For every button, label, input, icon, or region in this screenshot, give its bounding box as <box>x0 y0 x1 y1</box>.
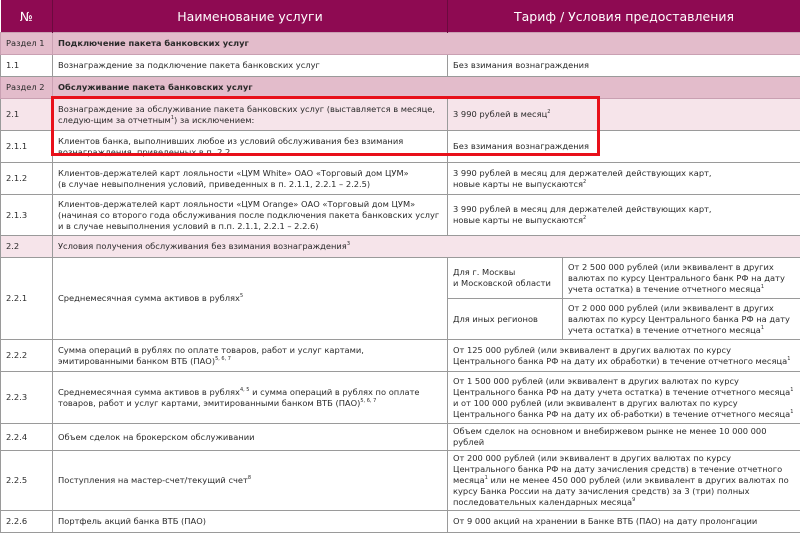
table-row <box>1 99 800 131</box>
table-row <box>1 236 800 258</box>
row-num: Раздел 1 <box>1 33 53 55</box>
service-name: Вознаграждение за подключение пакета банковских услуг <box>53 55 448 77</box>
tariff-value: 3 990 рублей в месяц$^2$ <box>448 99 800 131</box>
row-num: 2.2.2 <box>1 340 53 372</box>
region-label: Для г. Москвы и Московской области <box>448 258 563 299</box>
service-name: Вознаграждение за обслуживание пакета банковских услуг (выставляется в месяце, следую-щим за отчетным$^1$) за исключением: <box>53 99 448 131</box>
service-name: Среднемесячная сумма активов в рублях$^5$ <box>53 258 448 340</box>
row-num: 2.1 <box>1 99 53 131</box>
region-label: Для иных регионов <box>448 299 563 340</box>
section-title: Обслуживание пакета банковских услуг <box>53 77 800 99</box>
row-num: 2.2.5 <box>1 451 53 511</box>
row-num: 2.2 <box>1 236 53 258</box>
table-header <box>1 0 800 33</box>
header-tariff: Тариф / Условия предоставления <box>448 0 800 33</box>
tariff-value: От 2 000 000 рублей (или эквивалент в других валютах по курсу Центрального банка РФ на дату учета остатка) в течение отчетного месяца$^1$ <box>563 299 800 340</box>
tariff-value: Объем сделок на основном и внебиржевом рынке не менее 10 000 000 рублей <box>448 424 800 451</box>
table-row <box>1 424 800 451</box>
tariff-value: 3 990 рублей в месяц для держателей действующих карт, новые карты не выпускаются$^2$ <box>448 163 800 195</box>
table-row <box>1 195 800 236</box>
tariff-value: От 1 500 000 рублей (или эквивалент в других валютах по курсу Центрального банка РФ на дату учета остатка) в течение отчетного месяца$^1$ и от 100 000 рублей (или эквивалент в других валютах по курсу Центрального банка РФ на дату их об-работки) в течение отчетного месяца$^1$ <box>448 372 800 424</box>
tariff-value: Без взимания вознаграждения <box>448 55 800 77</box>
row-num: Раздел 2 <box>1 77 53 99</box>
table-row <box>1 55 800 77</box>
table-row <box>1 340 800 372</box>
table-row <box>1 511 800 533</box>
tariff-value: От 2 500 000 рублей (или эквивалент в других валютах по курсу Центрального банк РФ на дату учета остатка) в течение отчетного месяца$^1$ <box>563 258 800 299</box>
section-row-1 <box>1 33 800 55</box>
row-num: 1.1 <box>1 55 53 77</box>
row-num: 2.1.2 <box>1 163 53 195</box>
header-name: Наименование услуги <box>53 0 448 33</box>
table-row <box>1 258 800 299</box>
table-row <box>1 372 800 424</box>
section-row-2 <box>1 77 800 99</box>
tariff-value: От 200 000 рублей (или эквивалент в других валютах по курсу Центрального банка РФ на дату зачисления средств) в течение отчетного месяца$^1$ или не менее 450 000 рублей (или эквивалент в других валютах по курсу Банка России на дату зачисления средств) за 3 (три) полных последовательных календарных месяца$^9$ <box>448 451 800 511</box>
service-name: Клиентов банка, выполнивших любое из условий обслуживания без взимания вознаграждения, приведенных в п. 2.2. <box>53 131 448 163</box>
service-name: Условия получения обслуживания без взимания вознаграждения$^3$ <box>53 236 800 258</box>
tariff-value: От 9 000 акций на хранении в Банке ВТБ (ПАО) на дату пролонгации <box>448 511 800 533</box>
table-row <box>1 451 800 511</box>
row-num: 2.2.6 <box>1 511 53 533</box>
service-name: Клиентов-держателей карт лояльности «ЦУМ White» ОАО «Торговый дом ЦУМ» (в случае невыполнения условий, приведенных в п. 2.1.1, 2.2.1 – 2.2.5) <box>53 163 448 195</box>
service-name: Объем сделок на брокерском обслуживании <box>53 424 448 451</box>
row-num: 2.2.1 <box>1 258 53 340</box>
tariff-value: От 125 000 рублей (или эквивалент в других валютах по курсу Центрального банка РФ на дату их обработки) в течение отчетного месяца$^1$ <box>448 340 800 372</box>
service-name: Клиентов-держателей карт лояльности «ЦУМ Orange» ОАО «Торговый дом ЦУМ» (начиная со второго года обслуживания после подключения пакета банковских услуг и в случае невыполнения условий в п.п. 2.1.1, 2.2.1 – 2.2.6) <box>53 195 448 236</box>
header-num: № <box>1 0 53 33</box>
tariff-value: Без взимания вознаграждения <box>448 131 800 163</box>
table-row <box>1 131 800 163</box>
service-name: Среднемесячная сумма активов в рублях$^{4, 5}$ и сумма операций в рублях по оплате товаров, работ и услуг картами, эмитированными банком ВТБ (ПАО)$^{5, 6, 7}$ <box>53 372 448 424</box>
table-row <box>1 163 800 195</box>
service-name: Портфель акций банка ВТБ (ПАО) <box>53 511 448 533</box>
row-num: 2.2.3 <box>1 372 53 424</box>
service-name: Поступления на мастер-счет/текущий счет$^8$ <box>53 451 448 511</box>
row-num: 2.1.3 <box>1 195 53 236</box>
section-title: Подключение пакета банковских услуг <box>53 33 800 55</box>
tariff-value: 3 990 рублей в месяц для держателей действующих карт, новые карты не выпускаются$^2$ <box>448 195 800 236</box>
row-num: 2.1.1 <box>1 131 53 163</box>
service-name: Сумма операций в рублях по оплате товаров, работ и услуг картами, эмитированными банком ВТБ (ПАО)$^{5, 6, 7}$ <box>53 340 448 372</box>
row-num: 2.2.4 <box>1 424 53 451</box>
